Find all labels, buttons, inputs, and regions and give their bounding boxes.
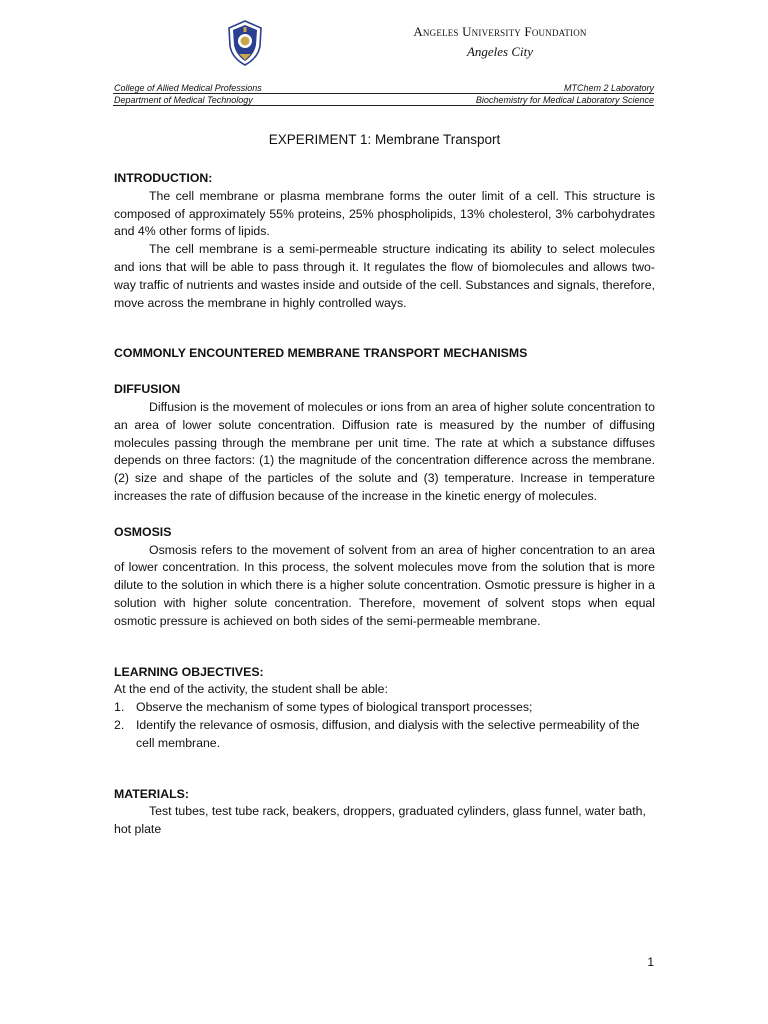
- university-name: Angeles University Foundation: [413, 24, 587, 39]
- list-item: [114, 717, 655, 753]
- objectives-heading: LEARNING OBJECTIVES:: [114, 664, 264, 679]
- document-body: [114, 170, 655, 839]
- header-rule-top: [113, 93, 654, 94]
- introduction-paragraph-2: The cell membrane is a semi-permeable structure indicating its ability to select molecules and ions that will be able to pass through it. It regulates the flow of biomolecules and allows two-way traffic of nutrients and wastes inside and outside of the cell. Substances and signals, therefore, move across the membrane in highly controlled ways.: [114, 242, 655, 310]
- materials-heading: MATERIALS:: [114, 786, 189, 801]
- course-title: Biochemistry for Medical Laboratory Science: [475, 95, 654, 105]
- objectives-intro: At the end of the activity, the student shall be able:: [114, 682, 388, 697]
- university-city: Angeles City: [466, 44, 534, 59]
- department-name: Department of Medical Technology: [114, 95, 253, 105]
- list-item-text: Observe the mechanism of some types of biological transport processes;: [136, 700, 533, 715]
- experiment-title: EXPERIMENT 1: Membrane Transport: [268, 132, 501, 147]
- list-item-text: Identify the relevance of osmosis, diffusion, and dialysis with the selective permeability of the cell membrane.: [136, 717, 640, 750]
- introduction-paragraph-1: The cell membrane or plasma membrane forms the outer limit of a cell. This structure is composed of approximately 55% proteins, 25% phospholipids, 13% cholesterol, 3% carbohydrates and 4% other forms of lipids.: [114, 188, 655, 239]
- introduction-heading: INTRODUCTION:: [114, 171, 213, 185]
- list-item-number: 1.: [114, 700, 125, 715]
- page-number: 1: [647, 955, 654, 969]
- list-item-number: 2.: [114, 717, 125, 732]
- osmosis-paragraph: Osmosis refers to the movement of solvent from an area of higher concentration to an area of lower concentration. In this process, the solvent molecules move from the solution that is more dilute to the solution in which there is a higher solute concentration. Osmotic pressure is higher in a solution with higher solute concentration. Therefore, movement of solvent stops when equal osmotic pressure is achieved on both sides of the semi-permeable membrane.: [114, 542, 655, 628]
- list-item: [114, 699, 655, 717]
- materials-paragraph: Test tubes, test tube rack, beakers, droppers, graduated cylinders, glass funnel, water bath, hot plate: [114, 804, 646, 837]
- diffusion-paragraph: Diffusion is the movement of molecules or ions from an area of higher solute concentration to an area of lower solute concentration. Diffusion rate is measured by the number of diffusing molecules passing through the membrane per unit time. The rate at which a substance diffuses depends on three factors: (1) the magnitude of the concentration difference across the membrane. (2) size and shape of the particles of the solute and (3) temperature. Increase in temperature increases the rate of diffusion because of the increase in the kinetic energy of molecules.: [114, 399, 655, 503]
- osmosis-heading: OSMOSIS: [114, 524, 172, 539]
- college-name: College of Allied Medical Professions: [114, 83, 262, 93]
- mechanisms-heading: COMMONLY ENCOUNTERED MEMBRANE TRANSPORT MECHANISMS: [114, 346, 528, 361]
- course-code: MTChem 2 Laboratory: [563, 83, 654, 93]
- header-rule-bottom: [113, 105, 654, 106]
- diffusion-heading: DIFFUSION: [114, 382, 181, 397]
- university-seal-icon: [226, 20, 264, 66]
